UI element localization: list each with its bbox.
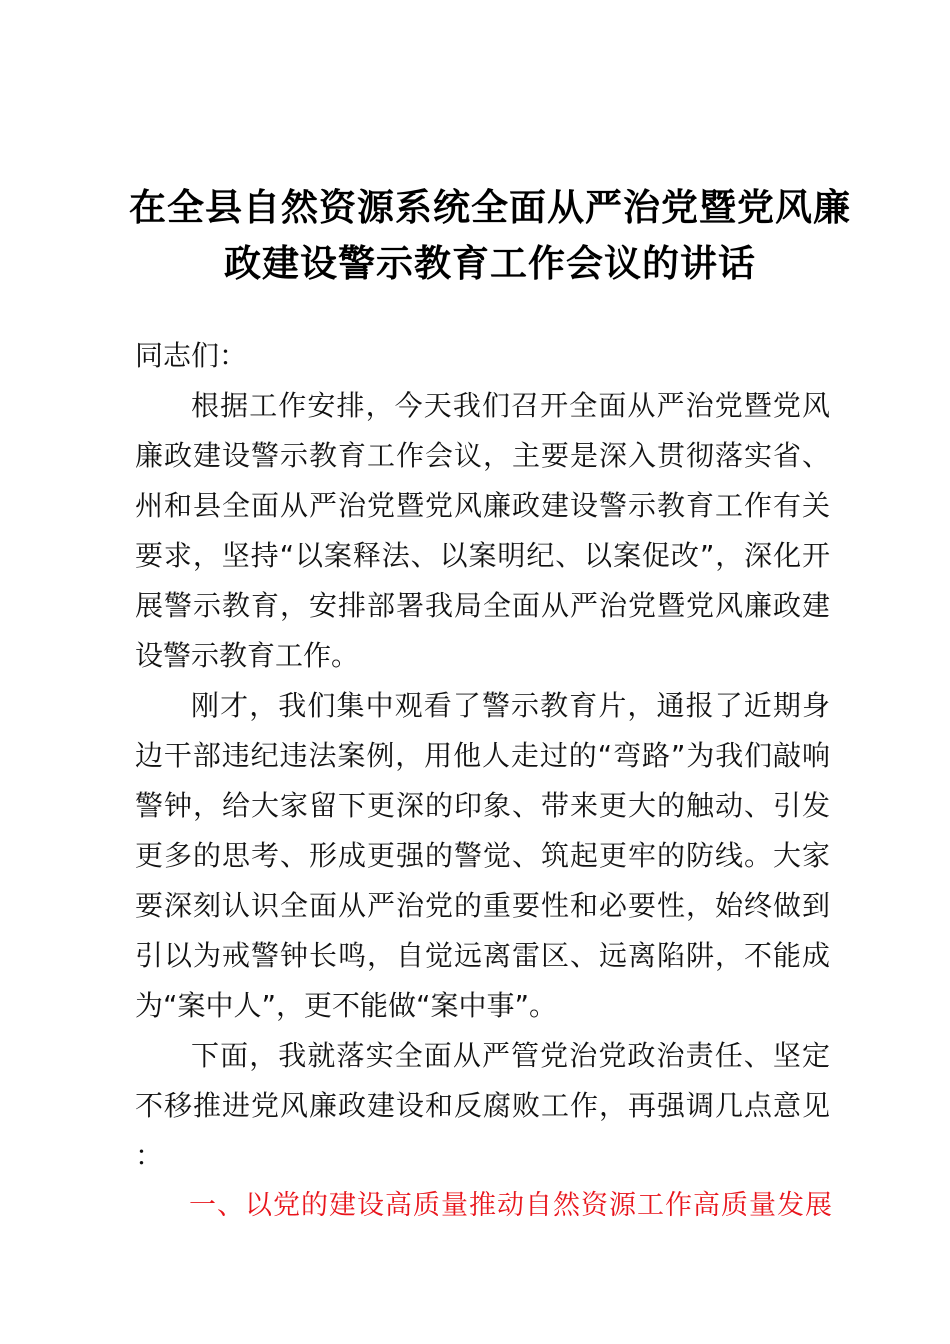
- document-body: [135, 331, 833, 1231]
- salutation: 同志们：: [135, 339, 248, 372]
- paragraph-2: 刚才，我们集中观看了警示教育片，通报了近期身边干部违纪违法案例，用他人走过的“弯路”为我们敲响警钟，给大家留下更深的印象、带来更大的触动、引发更多的思考、形成更强的警觉、筑起更牢的防线。大家要深刻认识全面从严治党的重要性和必要性，始终做到引以为戒警钟长鸣，自觉远离雷区、远离陷阱，不能成为“案中人”，更不能做“案中事”。: [135, 689, 830, 1022]
- section-heading: 一、以党的建设高质量推动自然资源工作高质量发展: [189, 1190, 833, 1221]
- title-line-2: 政建设警示教育工作会议的讲话: [224, 242, 756, 285]
- document-title: [100, 180, 880, 292]
- paragraph-3: 下面，我就落实全面从严管党治党政治责任、坚定不移推进党风廉政建设和反腐败工作，再强调几点意见：: [135, 1039, 830, 1172]
- paragraph-1: 根据工作安排，今天我们召开全面从严治党暨党风廉政建设警示教育工作会议，主要是深入贯彻落实省、州和县全面从严治党暨党风廉政建设警示教育工作有关要求，坚持“以案释法、以案明纪、以案促改”，深化开展警示教育，安排部署我局全面从严治党暨党风廉政建设警示教育工作。: [135, 389, 830, 672]
- title-line-1: 在全县自然资源系统全面从严治党暨党风廉: [129, 186, 851, 229]
